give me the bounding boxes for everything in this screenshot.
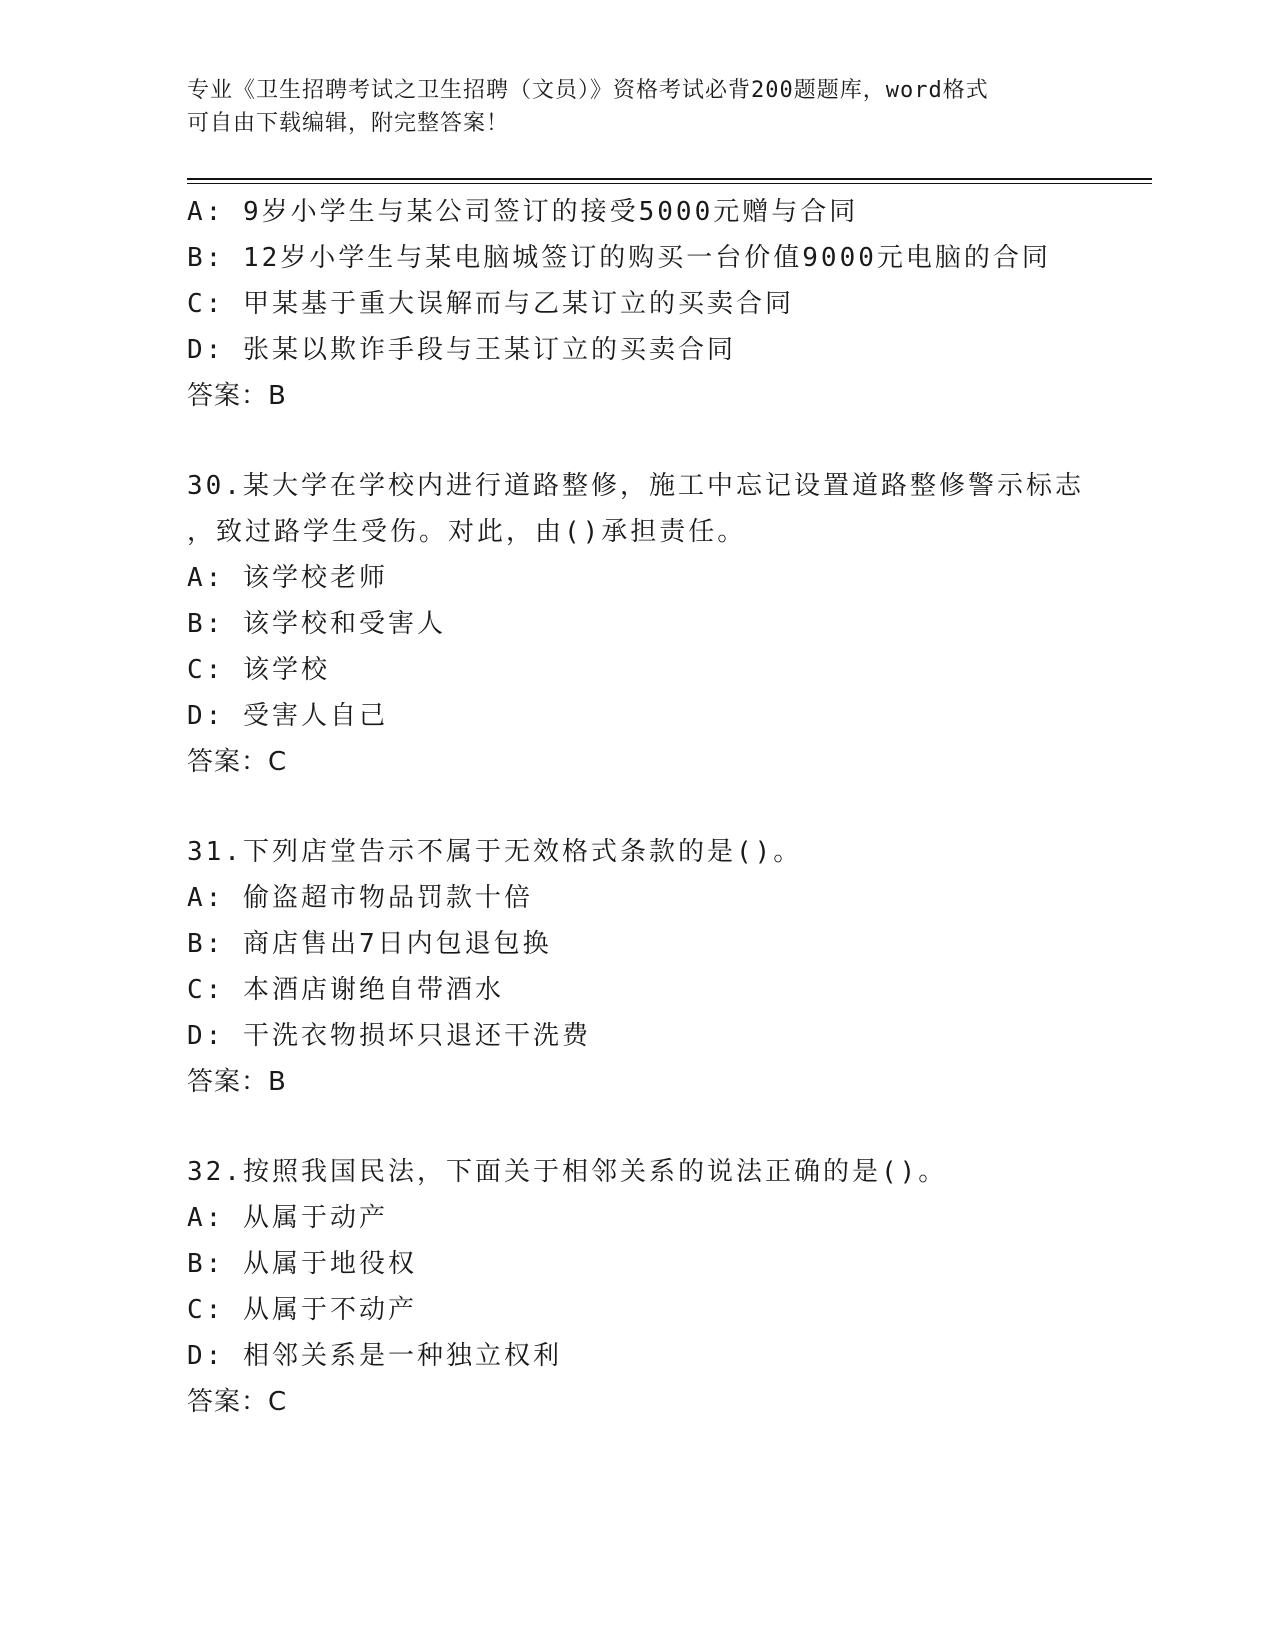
option-b: B: 该学校和受害人 [187, 609, 446, 639]
question-30 [187, 463, 1087, 785]
option-b: B: 从属于地役权 [187, 1249, 417, 1279]
option-a: A: 9岁小学生与某公司签订的接受5000元赠与合同 [187, 197, 859, 227]
option-a: A: 该学校老师 [187, 563, 388, 593]
answer-line: 答案：C [187, 747, 288, 777]
question-stem-continued: ，致过路学生受伤。对此，由()承担责任。 [187, 517, 747, 547]
question-stem: 32.按照我国民法，下面关于相邻关系的说法正确的是()。 [187, 1157, 948, 1187]
question-31 [187, 829, 1087, 1105]
header-line-2: 可自由下载编辑，附完整答案！ [187, 111, 510, 136]
option-b: B: 商店售出7日内包退包换 [187, 929, 552, 959]
option-d: D: 相邻关系是一种独立权利 [187, 1341, 562, 1371]
question-gap [187, 419, 1087, 463]
question-list [187, 189, 1087, 1425]
option-c: C: 该学校 [187, 655, 330, 685]
question-gap [187, 1105, 1087, 1149]
question-stem: 31.下列店堂告示不属于无效格式条款的是()。 [187, 837, 803, 867]
header-divider-thick [187, 178, 1152, 180]
question-gap [187, 785, 1087, 829]
header-divider-thin [187, 183, 1152, 184]
answer-line: 答案：B [187, 1067, 287, 1097]
option-c: C: 从属于不动产 [187, 1295, 417, 1325]
option-b: B: 12岁小学生与某电脑城签订的购买一台价值9000元电脑的合同 [187, 243, 1051, 273]
option-d: D: 受害人自己 [187, 701, 388, 731]
option-c: C: 甲某基于重大误解而与乙某订立的买卖合同 [187, 289, 794, 319]
question-32 [187, 1149, 1087, 1425]
option-c: C: 本酒店谢绝自带酒水 [187, 975, 504, 1005]
option-d: D: 干洗衣物损坏只退还干洗费 [187, 1021, 591, 1051]
header-line-1: 专业《卫生招聘考试之卫生招聘（文员）》资格考试必背200题题库，word格式 [187, 78, 989, 103]
question-29 [187, 189, 1087, 419]
answer-line: 答案：C [187, 1387, 288, 1417]
answer-line: 答案：B [187, 381, 287, 411]
option-a: A: 从属于动产 [187, 1203, 388, 1233]
option-d: D: 张某以欺诈手段与王某订立的买卖合同 [187, 335, 736, 365]
document-header [187, 74, 1067, 140]
question-stem: 30.某大学在学校内进行道路整修，施工中忘记设置道路整修警示标志 [187, 471, 1084, 501]
option-a: A: 偷盗超市物品罚款十倍 [187, 883, 533, 913]
